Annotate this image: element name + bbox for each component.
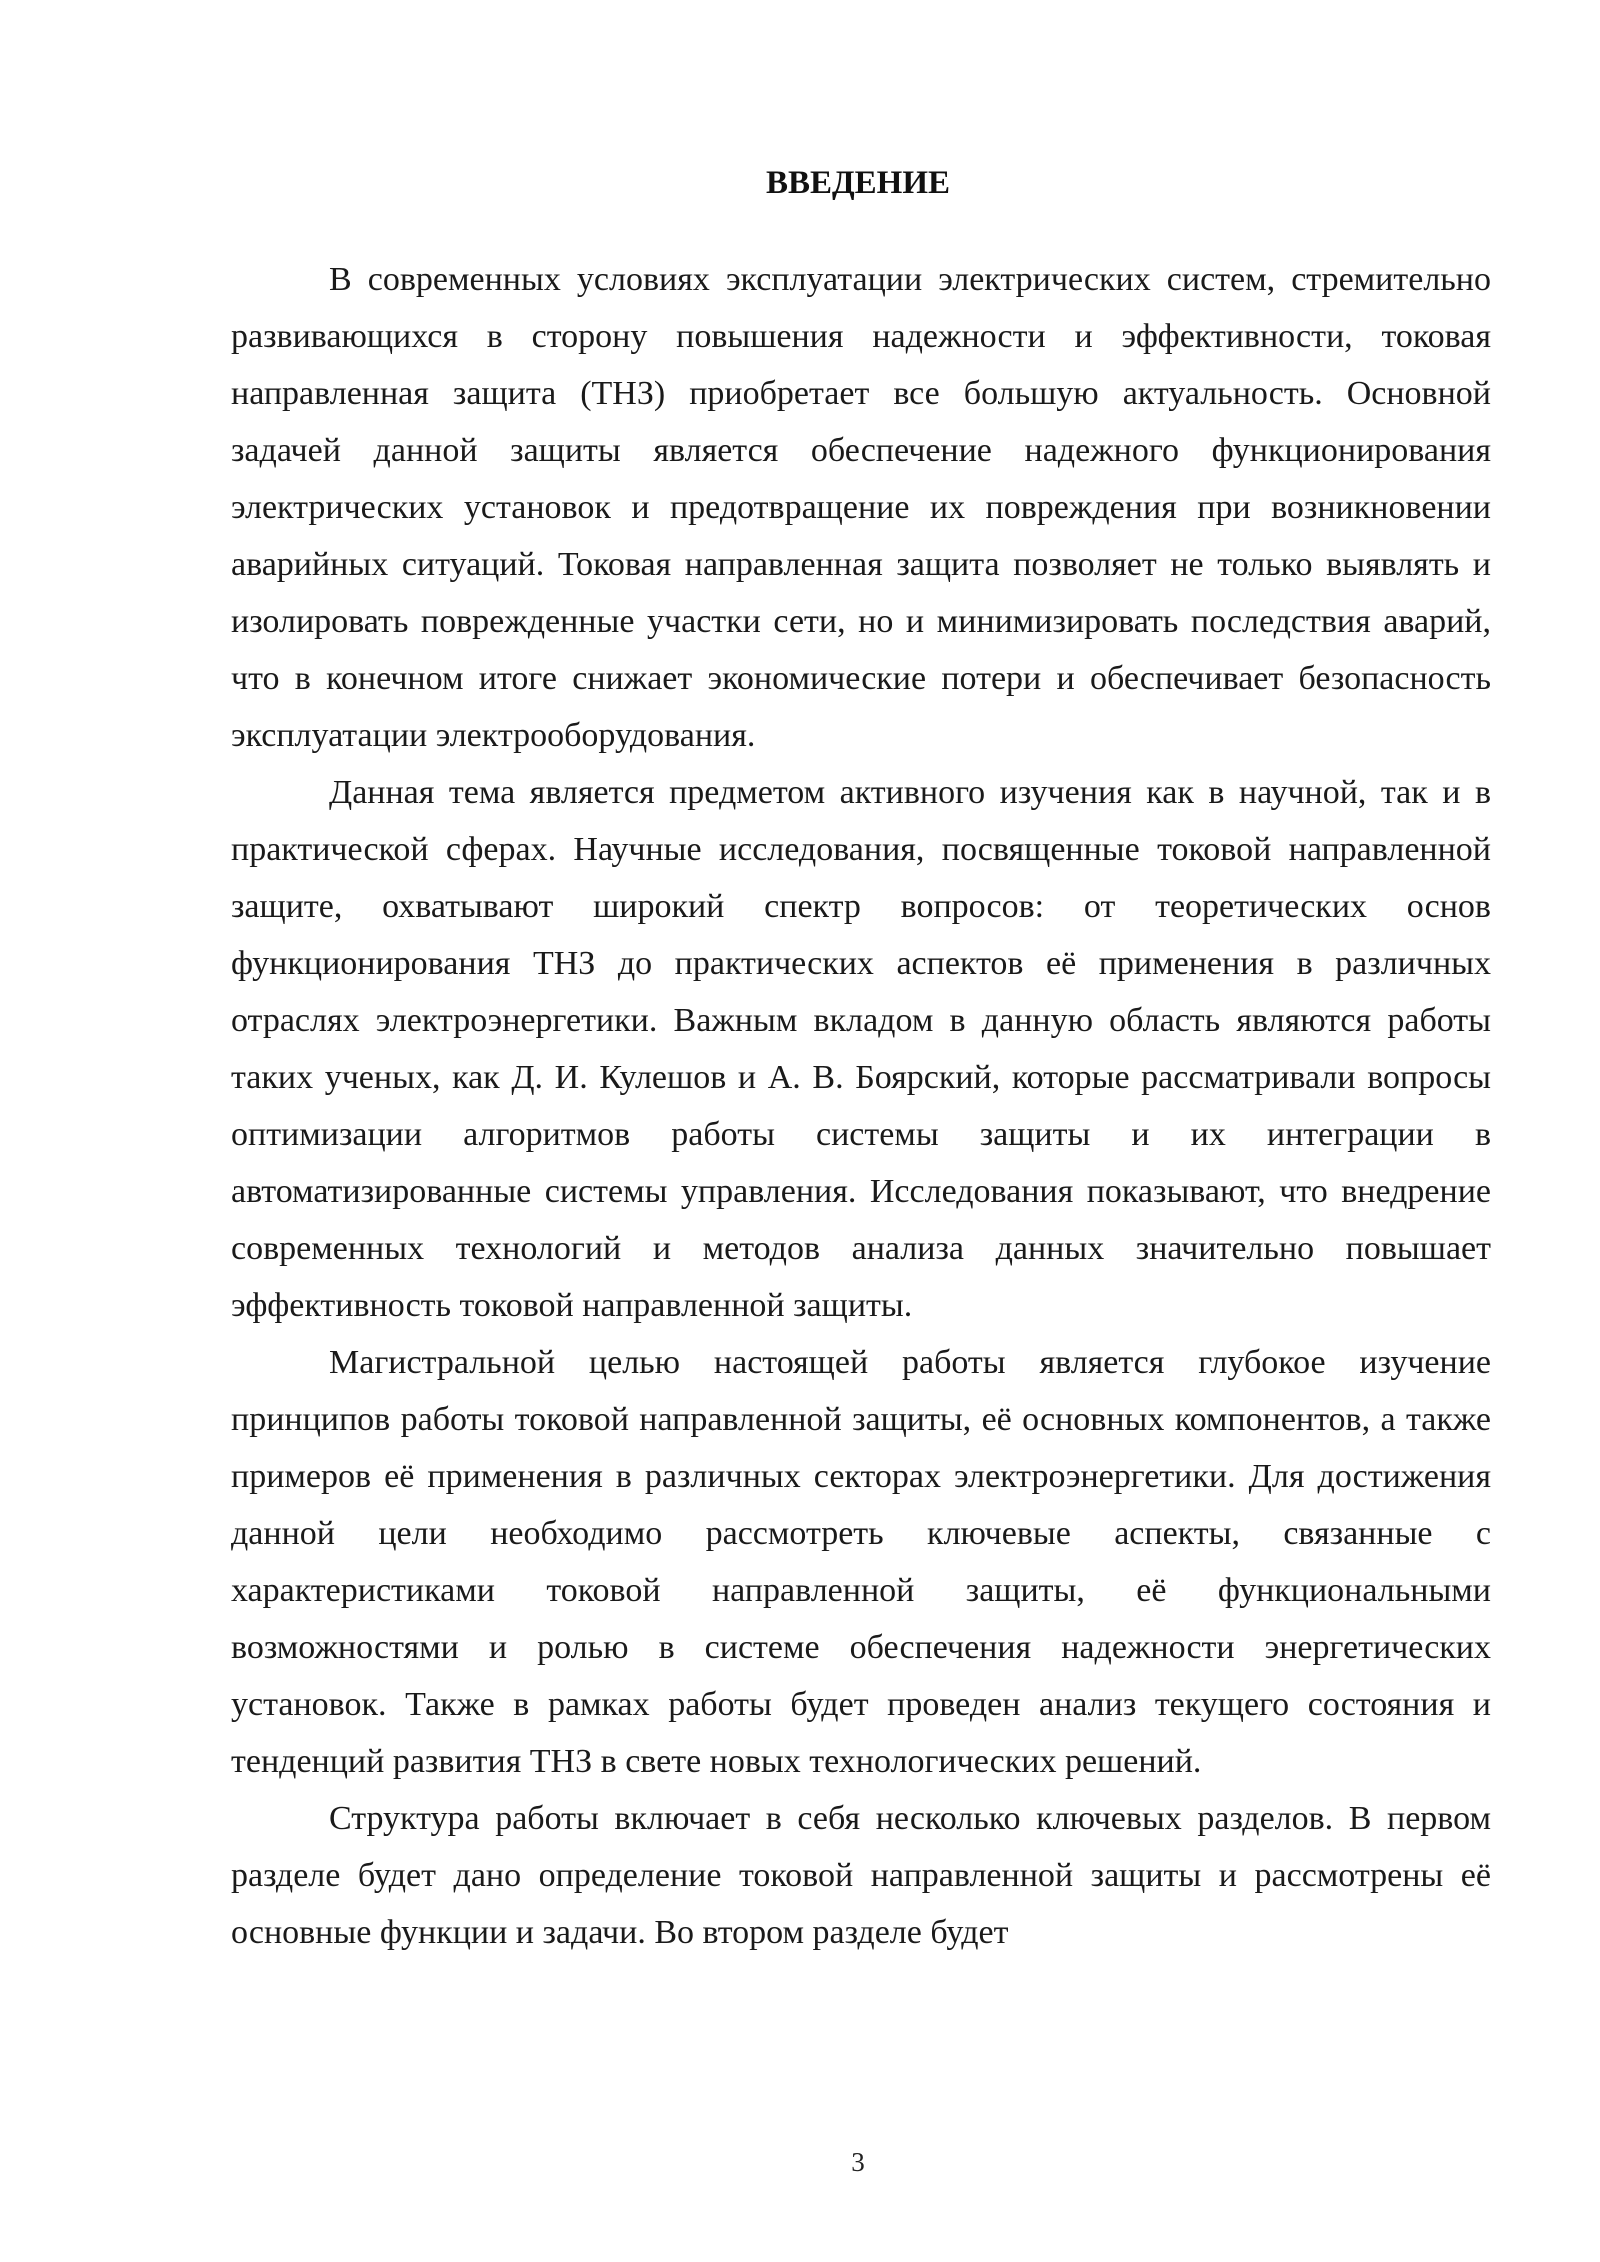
body-text xyxy=(231,251,1491,1961)
paragraph-3: Магистральной целью настоящей работы является глубокое изучение принципов работы токовой направленной защиты, её основных компонентов, а также примеров её применения в различных секторах электроэнергетики. Для достижения данной цели необходимо рассмотреть ключевые аспекты, связанные с характеристиками токовой направленной защиты, её функциональными возможностями и ролью в системе обеспечения надежности энергетических установок. Также в рамках работы будет проведен анализ текущего состояния и тенденций развития ТНЗ в свете новых технологических решений. xyxy=(231,1344,1491,1780)
page-number: 3 xyxy=(851,2147,865,2177)
paragraph-1: В современных условиях эксплуатации электрических систем, стремительно развивающихся в сторону повышения надежности и эффективности, токовая направленная защита (ТНЗ) приобретает все большую актуальность. Основной задачей данной защиты является обеспечение надежного функционирования электрических установок и предотвращение их повреждения при возникновении аварийных ситуаций. Токовая направленная защита позволяет не только выявлять и изолировать поврежденные участки сети, но и минимизировать последствия аварий, что в конечном итоге снижает экономические потери и обеспечивает безопасность эксплуатации электрооборудования. xyxy=(231,261,1491,754)
page-title: ВВЕДЕНИЕ xyxy=(765,165,951,201)
paragraph-4: Структура работы включает в себя несколько ключевых разделов. В первом разделе будет дано определение токовой направленной защиты и рассмотрены её основные функции и задачи. Во втором разделе будет xyxy=(231,1800,1491,1951)
paragraph-2: Данная тема является предметом активного изучения как в научной, так и в практической сферах. Научные исследования, посвященные токовой направленной защите, охватывают широкий спектр вопросов: от теоретических основ функционирования ТНЗ до практических аспектов её применения в различных отраслях электроэнергетики. Важным вкладом в данную область являются работы таких ученых, как Д. И. Кулешов и А. В. Боярский, которые рассматривали вопросы оптимизации алгоритмов работы системы защиты и их интеграции в автоматизированные системы управления. Исследования показывают, что внедрение современных технологий и методов анализа данных значительно повышает эффективность токовой направленной защиты. xyxy=(231,774,1491,1324)
